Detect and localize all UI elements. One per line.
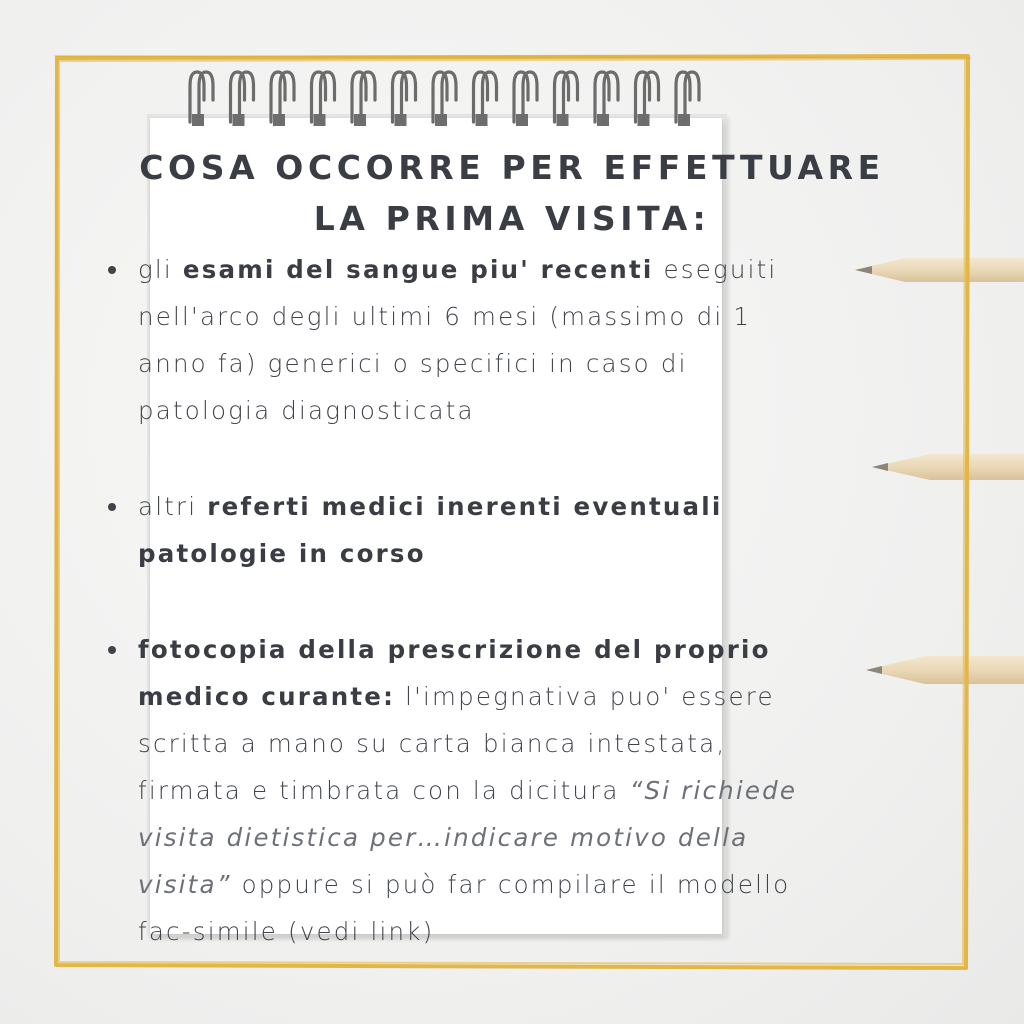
item-italic-text: visita” — [138, 870, 232, 899]
title-line-2: LA PRIMA VISITA: — [313, 199, 711, 238]
list-item-medical-reports — [100, 483, 920, 577]
requirements-list — [100, 246, 920, 955]
page-title — [112, 142, 912, 244]
list-item-blood-tests — [100, 246, 920, 434]
bullet-icon — [108, 503, 116, 511]
item-bold-text: fotocopia della prescrizione del proprio — [138, 635, 771, 664]
item-italic-text: visita dietistica per…indicare motivo della — [138, 823, 749, 852]
item-italic-text: “Si richiede — [629, 776, 798, 805]
item-line — [138, 530, 920, 577]
item-line — [138, 673, 920, 720]
title-line-1: COSA OCCORRE PER EFFETTUARE — [139, 148, 885, 187]
item-line — [138, 626, 920, 673]
bullet-icon — [108, 646, 116, 654]
item-line — [138, 814, 920, 861]
item-bold-text: patologie in corso — [138, 539, 426, 568]
item-text: altri — [138, 492, 208, 521]
item-bold-text: medico curante: — [138, 682, 396, 711]
item-line: anno fa) generici o specifici in caso di — [138, 349, 688, 378]
item-bold-text: esami del sangue piu' recenti — [182, 255, 654, 284]
item-line — [138, 246, 920, 293]
item-text: oppure si può far compilare il modello — [231, 870, 791, 899]
item-bold-text: referti medici inerenti eventuali — [207, 492, 723, 521]
bullet-icon — [108, 266, 116, 274]
item-line — [138, 767, 920, 814]
item-line — [138, 483, 920, 530]
item-line: scritta a mano su carta bianca intestata, — [138, 729, 727, 758]
item-text: gli — [138, 255, 183, 284]
item-text: eseguiti — [653, 255, 778, 284]
list-item-prescription — [100, 626, 920, 955]
item-line: patologia diagnosticata — [138, 396, 475, 425]
item-line — [138, 861, 920, 908]
item-line: nell'arco degli ultimi 6 mesi (massimo di 1 — [138, 302, 752, 331]
item-line: fac-simile (vedi link) — [138, 917, 435, 946]
item-text: l'impegnativa puo' essere — [395, 682, 775, 711]
item-text: firmata e timbrata con la dicitura — [138, 776, 630, 805]
